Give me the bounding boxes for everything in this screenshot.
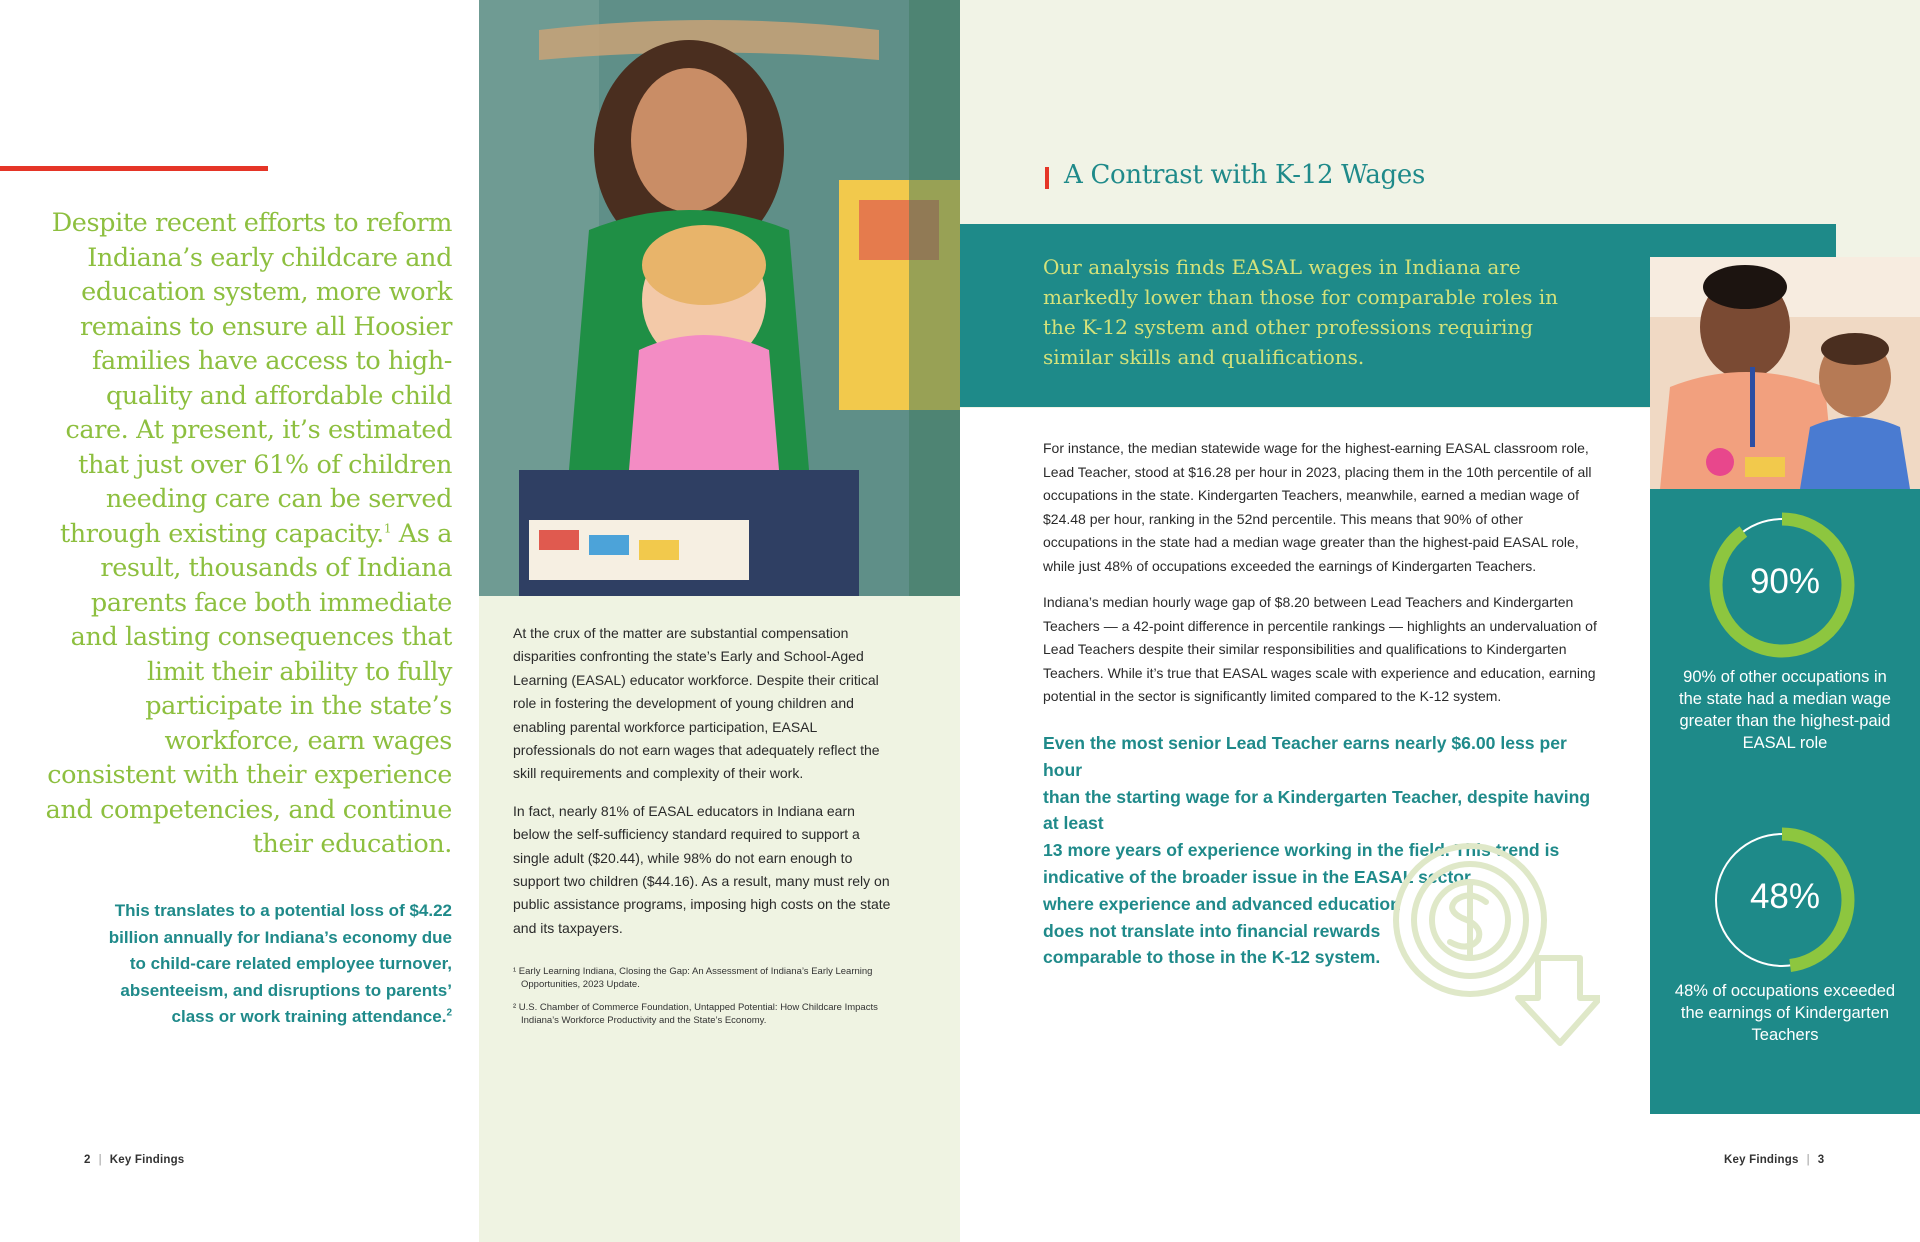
- teacher-with-child-photo: [1650, 257, 1920, 489]
- page-number: 2: [84, 1154, 91, 1166]
- callout-line: does not translate into financial rewards: [1043, 920, 1381, 941]
- footnotes: [513, 965, 893, 1037]
- stat-description: 48% of occupations exceeded the earnings of Kindergarten Teachers: [1674, 982, 1896, 1044]
- callout-line: Even the most senior Lead Teacher earns nearly $6.00 less per hour: [1043, 733, 1567, 780]
- callout-line: indicative of the broader issue in the EASAL sector,: [1043, 866, 1475, 887]
- accent-rule: [0, 166, 268, 171]
- section-label: Key Findings: [109, 1154, 185, 1166]
- pull-quote-text-continued: As a result, thousands of Indiana parents face both immediate and lasting consequences that limit their ability to fully participate in the state’s workforce, earn wages consistent with their experience and competencies, and continue their education.: [45, 518, 452, 859]
- callout-line: where experience and advanced education: [1043, 893, 1401, 914]
- footnote-ref: 1: [383, 521, 392, 535]
- body-paragraph: For instance, the median statewide wage for the highest-earning EASAL classroom role, Lead Teacher, stood at $16.28 per hour in 2023, placing them in the 10th percentile of all occupations in the state. Kindergarten Teachers, meanwhile, earned a median wage of $24.48 per hour, ranking in the 52nd percentile. This means that 90% of other occupations in the state had a median wage greater than the highest-paid EASAL role, while just 48% of occupations exceeded the earnings of Kindergarten Teachers.: [1043, 440, 1592, 574]
- stat-value: 48%: [1749, 877, 1821, 916]
- body-paragraph: Indiana’s median hourly wage gap of $8.20 between Lead Teachers and Kindergarten Teachers — a 42-point difference in percentile rankings — highlights an undervaluation of Lead Teachers despite their similar responsibilities and qualifications to Kindergarten Teachers. While it’s true that EASAL wages scale with experience and education, earning potential in the sector is significantly limited compared to the K-12 system.: [1043, 594, 1597, 704]
- footnote: ² U.S. Chamber of Commerce Foundation, Untapped Potential: How Childcare Impacts Indiana’s Workforce Productivity and the State’s Economy.: [513, 1002, 878, 1026]
- dollar-down-arrow-icon: [1388, 838, 1600, 1048]
- callout-line: comparable to those in the K-12 system.: [1043, 947, 1381, 968]
- right-folio: [1724, 1154, 1920, 1166]
- right-page-footer-area: [960, 1114, 1920, 1242]
- economic-loss-text: This translates to a potential loss of $4.22 billion annually for Indiana’s economy due to child-care related employee turnover, absenteeism, and disruptions to parents’ class or work training attendance.: [108, 901, 452, 1027]
- section-title: A Contrast with K-12 Wages: [1064, 160, 1425, 190]
- body-paragraph: At the crux of the matter are substantial compensation disparities confronting the state’s Early and School-Aged Learning (EASAL) educator workforce. Despite their critical role in fostering the development of young children and enabling parental workforce participation, EASAL professionals do not earn wages that adequately reflect the skill requirements and complexity of their work.: [513, 625, 880, 782]
- pull-quote: [40, 206, 452, 862]
- footnote-ref: 2: [446, 1007, 452, 1019]
- intro-band-text: Our analysis finds EASAL wages in Indiana are markedly lower than those for comparable roles in the K-12 system and other professions requiring similar skills and qualifications.: [1043, 255, 1558, 369]
- right-body-text: [1043, 437, 1601, 722]
- section-accent-bar: [1045, 167, 1049, 189]
- pull-quote-text: Despite recent efforts to reform Indiana’s early childcare and education system, more work remains to ensure all Hoosier families have access to high-quality and affordable child care. At present, it’s estimated that just over 61% of children needing care can be served through existing capacity.: [51, 208, 452, 549]
- economic-loss-callout: [100, 898, 452, 1031]
- body-paragraph: In fact, nearly 81% of EASAL educators in Indiana earn below the self-sufficiency standard required to support a single adult ($20.44), while 98% do not earn enough to support two children ($44.16). As a result, many must rely on public assistance programs, imposing high costs on the state and its taxpayers.: [513, 802, 891, 936]
- teacher-with-toddler-photo: [479, 0, 960, 596]
- left-folio: [84, 1154, 184, 1166]
- folio-separator: |: [1806, 1154, 1810, 1166]
- section-label: Key Findings: [1724, 1154, 1799, 1166]
- folio-separator: |: [98, 1154, 102, 1166]
- footnote: ¹ Early Learning Indiana, Closing the Gap: An Assessment of Indiana’s Early Learning Opportunities, 2023 Update.: [513, 966, 873, 990]
- page-number: 3: [1817, 1154, 1825, 1166]
- stat-description: 90% of other occupations in the state had a median wage greater than the highest-paid EASAL role: [1679, 668, 1891, 752]
- stat-value: 90%: [1749, 562, 1821, 601]
- callout-line: than the starting wage for a Kindergarten Teacher, despite having at least: [1043, 786, 1591, 834]
- callout-line: 13 more years of experience working in the field. This trend is: [1043, 840, 1560, 861]
- middle-body-text: [513, 622, 893, 954]
